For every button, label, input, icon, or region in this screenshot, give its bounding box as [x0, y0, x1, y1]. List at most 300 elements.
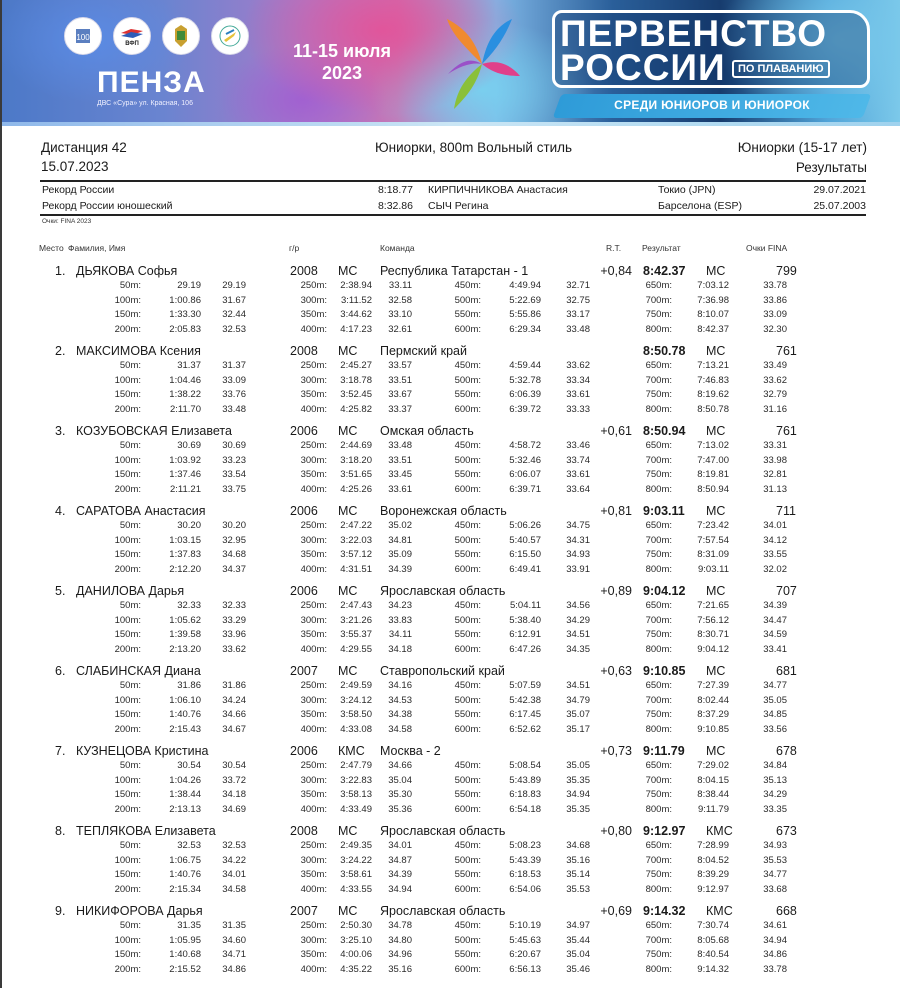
split-lap-time: 33.37 — [388, 403, 412, 415]
split-lap-time: 34.68 — [566, 840, 590, 851]
split-distance: 300m: — [300, 694, 327, 706]
split-lap-time: 33.75 — [222, 483, 246, 495]
split-cumulative-time: 1:03.15 — [169, 534, 201, 546]
split-cumulative-time: 4:00.06 — [340, 949, 372, 960]
split-cumulative-time: 1:40.68 — [169, 949, 201, 960]
split-lap-time: 33.68 — [763, 883, 787, 895]
athlete-name: НИКИФОРОВА Дарья — [76, 904, 203, 918]
split-cumulative-time: 2:49.35 — [340, 840, 372, 851]
record-time: 8:32.86 — [377, 200, 413, 212]
split-lap-time: 34.35 — [566, 643, 590, 655]
split-lap-time: 30.20 — [222, 520, 246, 531]
split-lap-time: 34.51 — [566, 680, 590, 691]
split-cumulative-time: 3:44.62 — [340, 309, 372, 320]
split-distance: 600m: — [454, 883, 481, 895]
split-distance: 550m: — [454, 869, 481, 880]
split-lap-time: 32.71 — [566, 280, 590, 291]
split-lap-time: 34.93 — [763, 840, 787, 851]
split-lap-time: 35.02 — [388, 520, 412, 531]
split-cumulative-time: 8:04.15 — [697, 774, 729, 786]
split-lap-time: 32.30 — [763, 323, 787, 335]
split-distance: 700m: — [645, 774, 672, 786]
split-lap-time: 32.53 — [222, 323, 246, 335]
split-times — [0, 760, 900, 818]
split-distance: 350m: — [300, 549, 327, 560]
achieved-rank: МС — [706, 504, 726, 518]
split-distance: 250m: — [300, 840, 327, 851]
split-row — [0, 280, 900, 295]
split-distance: 650m: — [645, 600, 672, 611]
split-distance: 350m: — [300, 309, 327, 320]
split-cumulative-time: 7:23.42 — [697, 520, 729, 531]
split-lap-time: 34.86 — [763, 949, 787, 960]
split-distance: 600m: — [454, 323, 481, 335]
split-cumulative-time: 3:24.22 — [340, 854, 372, 866]
split-lap-time: 34.79 — [566, 694, 590, 706]
split-lap-time: 34.66 — [222, 709, 246, 720]
athlete-name: СЛАБИНСКАЯ Диана — [76, 664, 201, 678]
split-cumulative-time: 6:20.67 — [509, 949, 541, 960]
achieved-rank: МС — [706, 424, 726, 438]
split-distance: 300m: — [300, 774, 327, 786]
points-note: Очки: FINA 2023 — [42, 218, 92, 225]
split-cumulative-time: 5:07.59 — [509, 680, 541, 691]
split-distance: 250m: — [300, 760, 327, 771]
split-cumulative-time: 3:18.78 — [340, 374, 372, 386]
athlete-name: ДАНИЛОВА Дарья — [76, 584, 185, 598]
split-lap-time: 33.55 — [763, 549, 787, 560]
split-lap-time: 33.76 — [222, 389, 246, 400]
split-cumulative-time: 7:46.83 — [697, 374, 729, 386]
split-cumulative-time: 7:56.12 — [697, 614, 729, 626]
split-cumulative-time: 3:57.12 — [340, 549, 372, 560]
split-times — [0, 920, 900, 978]
split-distance: 600m: — [454, 803, 481, 815]
result-entry — [0, 664, 900, 744]
split-distance: 150m: — [114, 709, 141, 720]
split-lap-time: 33.96 — [222, 629, 246, 640]
split-cumulative-time: 6:49.41 — [509, 563, 541, 575]
split-distance: 650m: — [645, 840, 672, 851]
split-cumulative-time: 8:39.29 — [697, 869, 729, 880]
split-distance: 650m: — [645, 360, 672, 371]
split-distance: 300m: — [300, 614, 327, 626]
place: 7. — [55, 744, 66, 758]
team-name: Ставропольский край — [380, 664, 505, 678]
team-name: Ярославская область — [380, 904, 506, 918]
split-distance: 200m: — [114, 643, 141, 655]
split-cumulative-time: 5:22.69 — [509, 294, 541, 306]
split-row — [0, 404, 900, 419]
split-cumulative-time: 8:02.44 — [697, 694, 729, 706]
achieved-rank: КМС — [706, 824, 733, 838]
split-cumulative-time: 9:03.11 — [698, 563, 729, 575]
reaction-time: +0,61 — [600, 424, 632, 438]
record-holder: КИРПИЧНИКОВА Анастасия — [428, 184, 568, 196]
split-lap-time: 31.16 — [763, 403, 787, 415]
split-lap-time: 35.07 — [566, 709, 590, 720]
split-distance: 650m: — [645, 440, 672, 451]
split-row — [0, 484, 900, 499]
record-date: 29.07.2021 — [813, 184, 866, 196]
split-cumulative-time: 7:28.99 — [697, 840, 729, 851]
split-distance: 750m: — [645, 629, 672, 640]
birth-year: 2007 — [290, 664, 318, 678]
split-distance: 500m: — [454, 694, 481, 706]
split-cumulative-time: 5:55.86 — [509, 309, 541, 320]
split-distance: 300m: — [300, 854, 327, 866]
split-cumulative-time: 4:17.23 — [340, 323, 372, 335]
split-distance: 200m: — [114, 963, 141, 975]
split-cumulative-time: 7:36.98 — [697, 294, 729, 306]
split-lap-time: 34.53 — [388, 694, 412, 706]
split-lap-time: 33.49 — [763, 360, 787, 371]
athlete-name: САРАТОВА Анастасия — [76, 504, 206, 518]
split-row — [0, 520, 900, 535]
split-cumulative-time: 9:11.79 — [698, 803, 729, 815]
split-row — [0, 615, 900, 630]
split-distance: 400m: — [300, 963, 327, 975]
split-distance: 550m: — [454, 629, 481, 640]
split-cumulative-time: 8:40.54 — [697, 949, 729, 960]
split-row — [0, 295, 900, 310]
split-lap-time: 33.35 — [763, 803, 787, 815]
split-distance: 250m: — [300, 600, 327, 611]
split-cumulative-time: 7:57.54 — [697, 534, 729, 546]
split-distance: 650m: — [645, 520, 672, 531]
split-lap-time: 32.95 — [222, 534, 246, 546]
birth-year: 2006 — [290, 584, 318, 598]
event-dates-days: 11-15 июля — [293, 41, 391, 61]
split-lap-time: 33.23 — [222, 454, 246, 466]
split-cumulative-time: 3:58.50 — [340, 709, 372, 720]
split-lap-time: 31.67 — [222, 294, 246, 306]
split-lap-time: 34.67 — [222, 723, 246, 735]
split-distance: 750m: — [645, 389, 672, 400]
split-lap-time: 35.16 — [566, 854, 590, 866]
split-lap-time: 34.81 — [388, 534, 412, 546]
split-distance: 450m: — [454, 360, 481, 371]
split-cumulative-time: 1:05.95 — [169, 934, 201, 946]
split-cumulative-time: 6:15.50 — [509, 549, 541, 560]
birth-year: 2006 — [290, 504, 318, 518]
split-cumulative-time: 31.35 — [177, 920, 201, 931]
split-lap-time: 33.98 — [763, 454, 787, 466]
split-cumulative-time: 30.69 — [177, 440, 201, 451]
split-lap-time: 33.72 — [222, 774, 246, 786]
split-cumulative-time: 2:05.83 — [169, 323, 201, 335]
sport-rank: МС — [338, 504, 358, 518]
split-distance: 200m: — [114, 883, 141, 895]
fina-points: 678 — [776, 744, 797, 758]
split-distance: 450m: — [454, 680, 481, 691]
split-row — [0, 760, 900, 775]
split-distance: 350m: — [300, 469, 327, 480]
split-distance: 250m: — [300, 520, 327, 531]
header-rule-top — [40, 180, 866, 182]
col-points: Очки FINA — [746, 243, 788, 253]
split-cumulative-time: 1:38.22 — [169, 389, 201, 400]
split-distance: 650m: — [645, 920, 672, 931]
split-row — [0, 629, 900, 644]
split-distance: 350m: — [300, 709, 327, 720]
split-cumulative-time: 30.54 — [177, 760, 201, 771]
split-distance: 150m: — [114, 469, 141, 480]
split-cumulative-time: 4:58.72 — [509, 440, 541, 451]
split-lap-time: 34.69 — [222, 803, 246, 815]
athlete-name: ДЬЯКОВА Софья — [76, 264, 178, 278]
final-time: 9:10.85 — [643, 664, 686, 678]
split-lap-time: 34.16 — [388, 680, 412, 691]
split-row — [0, 360, 900, 375]
split-cumulative-time: 3:51.65 — [340, 469, 372, 480]
split-distance: 250m: — [300, 680, 327, 691]
fina-points: 799 — [776, 264, 797, 278]
split-lap-time: 35.09 — [388, 549, 412, 560]
split-lap-time: 29.19 — [222, 280, 246, 291]
split-distance: 700m: — [645, 294, 672, 306]
split-lap-time: 32.61 — [388, 323, 412, 335]
split-cumulative-time: 2:11.70 — [170, 403, 201, 415]
split-cumulative-time: 5:43.39 — [509, 854, 541, 866]
split-lap-time: 34.77 — [763, 869, 787, 880]
split-lap-time: 32.44 — [222, 309, 246, 320]
reaction-time: +0,73 — [600, 744, 632, 758]
split-lap-time: 34.31 — [566, 534, 590, 546]
split-lap-time: 33.34 — [566, 374, 590, 386]
split-row — [0, 309, 900, 324]
split-cumulative-time: 5:06.26 — [509, 520, 541, 531]
split-distance: 500m: — [454, 534, 481, 546]
split-distance: 100m: — [114, 854, 141, 866]
split-row — [0, 709, 900, 724]
split-lap-time: 33.61 — [566, 469, 590, 480]
col-year: г/р — [289, 243, 300, 253]
athlete-name: КУЗНЕЦОВА Кристина — [76, 744, 209, 758]
split-distance: 200m: — [114, 403, 141, 415]
split-cumulative-time: 8:19.62 — [697, 389, 729, 400]
split-cumulative-time: 5:43.89 — [509, 774, 541, 786]
split-lap-time: 34.39 — [388, 869, 412, 880]
split-distance: 150m: — [114, 309, 141, 320]
split-cumulative-time: 6:39.72 — [509, 403, 541, 415]
split-lap-time: 33.09 — [222, 374, 246, 386]
split-cumulative-time: 6:18.53 — [509, 869, 541, 880]
event-number: Дистанция 42 — [41, 140, 127, 155]
fina-points: 761 — [776, 424, 797, 438]
split-cumulative-time: 2:50.30 — [340, 920, 372, 931]
split-cumulative-time: 6:39.71 — [509, 483, 541, 495]
split-lap-time: 33.48 — [388, 440, 412, 451]
reaction-time: +0,81 — [600, 504, 632, 518]
split-cumulative-time: 8:37.29 — [697, 709, 729, 720]
split-times — [0, 360, 900, 418]
split-distance: 400m: — [300, 323, 327, 335]
split-row — [0, 869, 900, 884]
split-lap-time: 34.01 — [388, 840, 412, 851]
final-time: 9:11.79 — [643, 744, 685, 758]
split-distance: 600m: — [454, 963, 481, 975]
split-distance: 800m: — [645, 803, 672, 815]
split-distance: 100m: — [114, 374, 141, 386]
split-cumulative-time: 1:04.26 — [169, 774, 201, 786]
split-distance: 700m: — [645, 854, 672, 866]
split-distance: 800m: — [645, 483, 672, 495]
place: 5. — [55, 584, 66, 598]
split-distance: 750m: — [645, 549, 672, 560]
split-distance: 600m: — [454, 403, 481, 415]
split-cumulative-time: 5:45.63 — [509, 934, 541, 946]
header-rule-bottom — [40, 214, 866, 216]
split-lap-time: 34.58 — [222, 883, 246, 895]
record-label: Рекорд России — [42, 184, 115, 196]
split-row — [0, 724, 900, 739]
sport-rank: МС — [338, 824, 358, 838]
split-lap-time: 34.56 — [566, 600, 590, 611]
sport-rank: МС — [338, 264, 358, 278]
split-lap-time: 33.86 — [763, 294, 787, 306]
place: 6. — [55, 664, 66, 678]
split-lap-time: 34.87 — [388, 854, 412, 866]
reaction-time: +0,63 — [600, 664, 632, 678]
split-distance: 750m: — [645, 469, 672, 480]
sport-rank: МС — [338, 424, 358, 438]
split-cumulative-time: 4:33.49 — [340, 803, 372, 815]
split-cumulative-time: 2:49.59 — [340, 680, 372, 691]
split-lap-time: 33.91 — [566, 563, 590, 575]
split-distance: 200m: — [114, 723, 141, 735]
fina-points: 761 — [776, 344, 797, 358]
split-lap-time: 32.33 — [222, 600, 246, 611]
split-cumulative-time: 2:38.94 — [340, 280, 372, 291]
split-cumulative-time: 7:29.02 — [697, 760, 729, 771]
split-distance: 150m: — [114, 949, 141, 960]
split-lap-time: 33.64 — [566, 483, 590, 495]
split-cumulative-time: 30.20 — [177, 520, 201, 531]
final-time: 9:12.97 — [643, 824, 686, 838]
split-cumulative-time: 6:06.39 — [509, 389, 541, 400]
split-distance: 250m: — [300, 280, 327, 291]
split-lap-time: 34.77 — [763, 680, 787, 691]
split-lap-time: 34.84 — [763, 760, 787, 771]
split-distance: 400m: — [300, 563, 327, 575]
split-distance: 550m: — [454, 309, 481, 320]
split-row — [0, 775, 900, 790]
place: 2. — [55, 344, 66, 358]
championship-title-line2: РОССИИ — [560, 47, 726, 88]
split-distance: 350m: — [300, 389, 327, 400]
split-cumulative-time: 5:32.78 — [509, 374, 541, 386]
logo-regional-federation-icon — [211, 17, 249, 55]
split-distance: 450m: — [454, 280, 481, 291]
split-lap-time: 34.85 — [763, 709, 787, 720]
split-cumulative-time: 3:11.52 — [341, 294, 372, 306]
split-cumulative-time: 6:12.91 — [509, 629, 541, 640]
split-lap-time: 34.47 — [763, 614, 787, 626]
split-distance: 500m: — [454, 854, 481, 866]
split-lap-time: 35.46 — [566, 963, 590, 975]
split-distance: 750m: — [645, 709, 672, 720]
split-times — [0, 440, 900, 498]
split-cumulative-time: 8:05.68 — [697, 934, 729, 946]
split-distance: 150m: — [114, 549, 141, 560]
split-lap-time: 34.59 — [763, 629, 787, 640]
split-lap-time: 34.94 — [566, 789, 590, 800]
event-dates-year: 2023 — [321, 63, 363, 83]
split-cumulative-time: 8:50.78 — [697, 403, 729, 415]
split-cumulative-time: 1:04.46 — [169, 374, 201, 386]
split-cumulative-time: 6:56.13 — [509, 963, 541, 975]
split-cumulative-time: 4:33.08 — [340, 723, 372, 735]
split-cumulative-time: 4:25.26 — [340, 483, 372, 495]
venue-address: ДВС «Сура» ул. Красная, 106 — [97, 100, 193, 107]
team-name: Воронежская область — [380, 504, 507, 518]
split-cumulative-time: 3:52.45 — [340, 389, 372, 400]
col-name: Фамилия, Имя — [68, 243, 126, 253]
birth-year: 2006 — [290, 424, 318, 438]
split-cumulative-time: 7:30.74 — [697, 920, 729, 931]
split-lap-time: 33.33 — [566, 403, 590, 415]
split-lap-time: 34.60 — [222, 934, 246, 946]
sport-rank: МС — [338, 904, 358, 918]
final-time: 9:04.12 — [643, 584, 686, 598]
achieved-rank: МС — [706, 344, 726, 358]
reaction-time: +0,69 — [600, 904, 632, 918]
record-place: Барселона (ESP) — [658, 200, 742, 212]
split-row — [0, 324, 900, 339]
reaction-time: +0,89 — [600, 584, 632, 598]
split-cumulative-time: 1:06.75 — [169, 854, 201, 866]
split-distance: 550m: — [454, 549, 481, 560]
final-time: 9:03.11 — [643, 504, 685, 518]
split-lap-time: 34.39 — [763, 600, 787, 611]
split-lap-time: 35.17 — [566, 723, 590, 735]
split-lap-time: 34.97 — [566, 920, 590, 931]
split-distance: 800m: — [645, 403, 672, 415]
split-distance: 700m: — [645, 534, 672, 546]
split-lap-time: 35.53 — [566, 883, 590, 895]
fina-points: 668 — [776, 904, 797, 918]
split-cumulative-time: 32.33 — [177, 600, 201, 611]
split-distance: 800m: — [645, 883, 672, 895]
place: 4. — [55, 504, 66, 518]
split-cumulative-time: 2:13.13 — [169, 803, 201, 815]
split-distance: 50m: — [119, 920, 141, 931]
split-lap-time: 34.94 — [388, 883, 412, 895]
col-result: Результат — [642, 243, 681, 253]
reaction-time: +0,80 — [600, 824, 632, 838]
split-distance: 450m: — [454, 840, 481, 851]
split-lap-time: 34.75 — [566, 520, 590, 531]
split-cumulative-time: 7:13.02 — [697, 440, 729, 451]
event-banner — [2, 0, 900, 126]
split-lap-time: 33.09 — [763, 309, 787, 320]
split-lap-time: 33.48 — [222, 403, 246, 415]
logo-vfp-icon — [113, 17, 151, 55]
split-cumulative-time: 3:18.20 — [340, 454, 372, 466]
split-distance: 100m: — [114, 294, 141, 306]
split-distance: 600m: — [454, 643, 481, 655]
split-lap-time: 34.80 — [388, 934, 412, 946]
split-lap-time: 34.22 — [222, 854, 246, 866]
result-entry — [0, 344, 900, 424]
split-lap-time: 35.53 — [763, 854, 787, 866]
result-entry — [0, 264, 900, 344]
place: 1. — [55, 264, 66, 278]
split-lap-time: 34.01 — [763, 520, 787, 531]
split-cumulative-time: 2:47.43 — [340, 600, 372, 611]
split-cumulative-time: 1:00.86 — [169, 294, 201, 306]
